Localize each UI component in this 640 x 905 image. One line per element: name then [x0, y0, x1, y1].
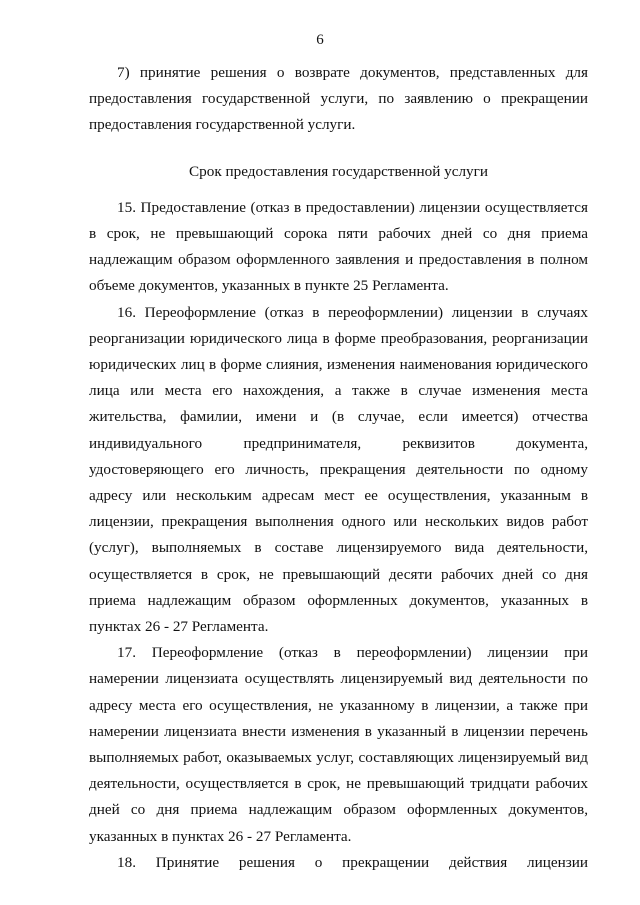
document-body [89, 60, 588, 876]
list-item-7: 7) принятие решения о возврате документов, представленных для предоставления государственной услуги, по заявлению о прекращении предоставления государственной услуги. [89, 64, 588, 134]
paragraph-16: 16. Переоформление (отказ в переоформлении) лицензии в случаях реорганизации юридического лица в форме преобразования, реорганизации юридических лиц в форме слияния, изменения наименования юридического лица или места его нахождения, а также в случае изменения места жительства, фамилии, имени и (в случае, если имеется) отчества индивидуального предпринимателя, реквизитов документа, удостоверяющего его личность, прекращения деятельности по одному адресу или нескольким адресам мест ее осуществления, указанным в лицензии, прекращения выполнения одного или нескольких видов работ (услуг), выполняемых в составе лицензируемого вида деятельности, осуществляется в срок, не превышающий десяти рабочих дней со дня приема надлежащим образом оформленных документов, указанных в пунктах 26 - 27 Регламента. [89, 303, 588, 636]
paragraph-18: 18. Принятие решения о прекращении действия лицензии [117, 853, 588, 871]
page-number: 6 [316, 32, 324, 48]
paragraph-17: 17. Переоформление (отказ в переоформлении) лицензии при намерении лицензиата осуществлять лицензируемый вид деятельности по адресу места его осуществления, не указанному в лицензии, а также при намерении лицензиата внести изменения в указанный в лицензии перечень выполняемых работ, оказываемых услуг, составляющих лицензируемый вид деятельности, осуществляется в срок, не превышающий тридцати рабочих дней со дня приема надлежащим образом оформленных документов, указанных в пунктах 26 - 27 Регламента. [89, 644, 588, 845]
paragraph-15: 15. Предоставление (отказ в предоставлении) лицензии осуществляется в срок, не превышающий сорока пяти рабочих дней со дня приема надлежащим образом оформленного заявления и предоставления в полном объеме документов, указанных в пункте 25 Регламента. [89, 198, 588, 295]
section-heading: Срок предоставления государственной услуги [189, 162, 488, 180]
